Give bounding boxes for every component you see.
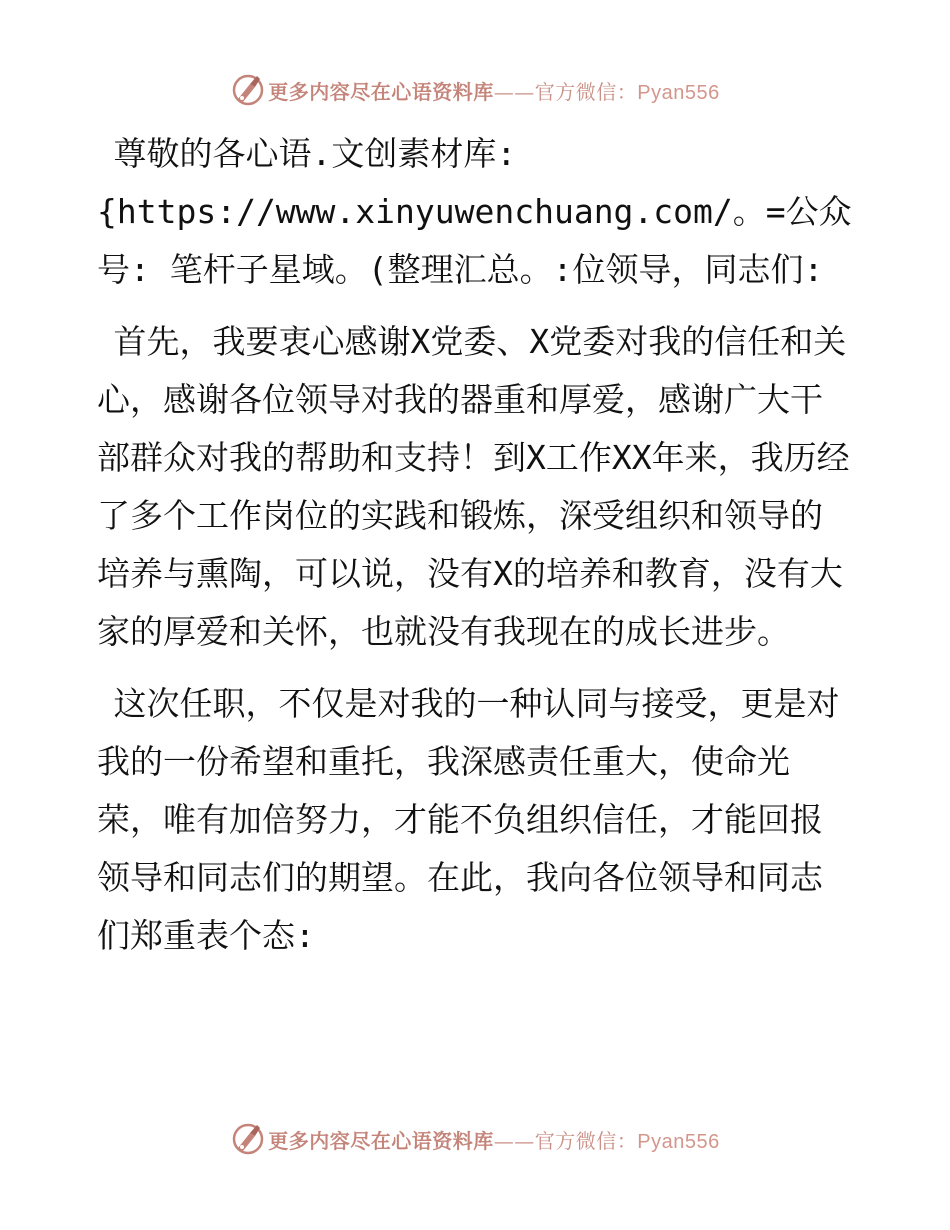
pen-circle-logo-icon bbox=[230, 72, 266, 108]
watermark-text bbox=[268, 1125, 719, 1154]
watermark-handle: Pyan556 bbox=[637, 1130, 720, 1153]
watermark-dash: —— bbox=[493, 79, 535, 104]
paragraph-thanks: 首先，我要衷心感谢X党委、X党委对我的信任和关心，感谢各位领导对我的器重和厚爱，感谢广大干部群众对我的帮助和支持！到X工作XX年来，我历经了多个工作岗位的实践和锻炼，深受组织和领导的培养与熏陶，可以说，没有X的培养和教育，没有大家的厚爱和关怀，也就没有我现在的成长进步。 bbox=[97, 322, 850, 651]
watermark-middle: 官方微信： bbox=[534, 1128, 638, 1153]
footer-watermark bbox=[0, 1117, 950, 1161]
watermark-middle: 官方微信： bbox=[534, 79, 638, 104]
paragraph-salutation: 尊敬的各心语.文创素材库: {https://www.xinyuwenchuang.com/。=公众号: 笔杆子星域。(整理汇总。:位领导，同志们: bbox=[97, 134, 852, 289]
pen-circle-logo-icon bbox=[230, 1121, 266, 1157]
watermark-dash: —— bbox=[493, 1128, 535, 1153]
watermark-lead: 更多内容尽在心语资料库 bbox=[268, 79, 494, 104]
watermark-text bbox=[268, 76, 719, 105]
document-body bbox=[97, 125, 853, 979]
paragraph-commitment: 这次任职，不仅是对我的一种认同与接受，更是对我的一份希望和重托，我深感责任重大，使命光荣，唯有加倍努力，才能不负组织信任，才能回报领导和同志们的期望。在此，我向各位领导和同志们郑重表个态: bbox=[97, 684, 840, 955]
watermark-handle: Pyan556 bbox=[637, 81, 720, 104]
header-watermark bbox=[0, 68, 950, 112]
watermark-lead: 更多内容尽在心语资料库 bbox=[268, 1128, 494, 1153]
